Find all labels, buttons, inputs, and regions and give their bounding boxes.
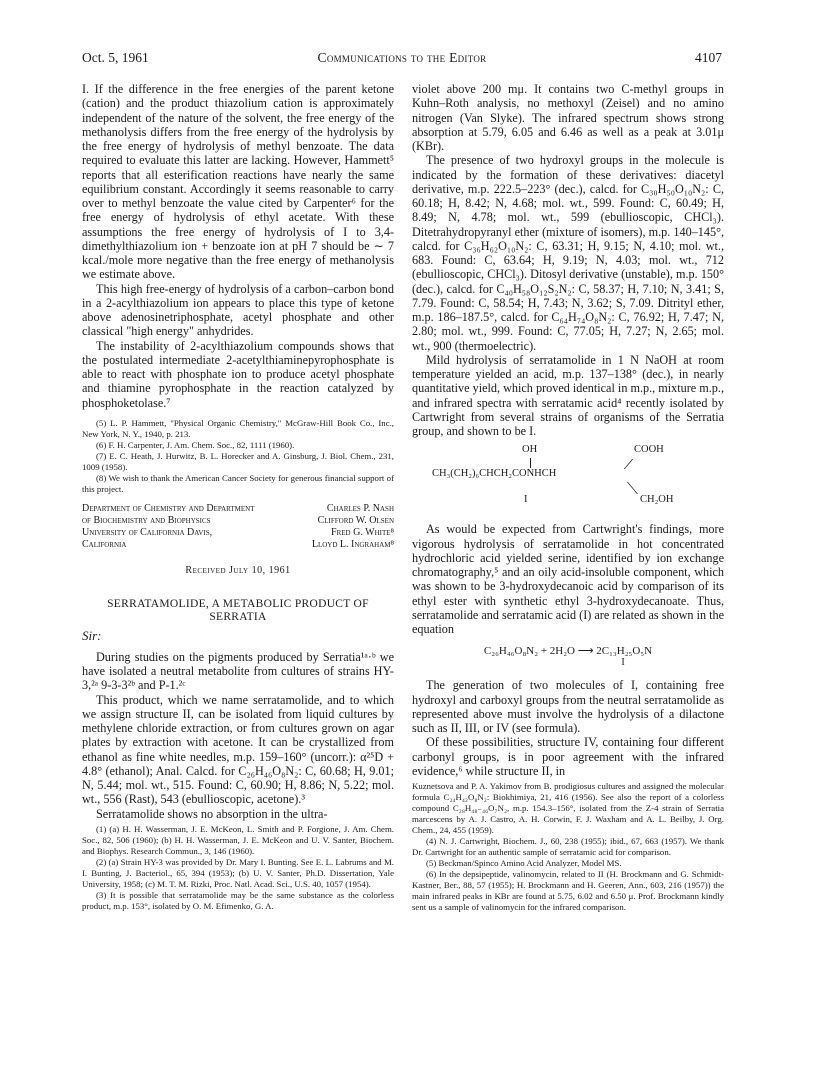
footnote: (1) (a) H. H. Wasserman, J. E. McKeon, L. Smith and P. Forgione, J. Am. Chem. Soc., 82, 506 (1960); (b) H. H. Wasserman, J. E. McKeon and U. V. Santer, Biochem. and Biophys. Research Commun., 3, 146 (1960). — [82, 823, 394, 856]
footnotes — [82, 824, 394, 912]
structure-ch2oh: CH₂OH — [640, 494, 674, 506]
footnote: Kuznetsova and P. A. Yakimov from B. prodigiosus cultures and assigned the molecular formula C₂₄H₄₂O₈N₂: Biokhimiya, 21, 416 (1956). See also the report of a colorless compound C₂₈H₄₈₋₄₆O₇N₂, m.p. 154.3–156°, isolated from the Z-4 strain of Serratia marcescens by A. J. Castro, A. H. Corwin, F. J. Waxham and A. L. Beilby, J. Org. Chem., 24, 455 (1959). — [412, 781, 724, 835]
paragraph: I. If the difference in the free energies of the parent ketone (cation) and the product thiazolium cation is approximately independent of the nature of the solvent, the free energy of the methanolysis differs from the free energy of the hydrolysis by the free energy of hydrolysis of methyl benzoate. The data required to evaluate this latter are lacking. However, Hammett⁵ reports that all esterification reactions have nearly the same equilibrium constant. Accordingly it seems reasonable to carry over to methyl benzoate the value cited by Carpenter⁶ for the free energy of hydrolysis of ethyl acetate. With these assumptions the free energy of hydrolysis of I to 3,4-dimethylthiazolium ion + benzoate ion at pH 7 should be ∼ 7 kcal./mole more negative than the free energy of methanolysis we estimate above. — [82, 82, 394, 282]
footnote: (5) L. P. Hammett, "Physical Organic Chemistry," McGraw-Hill Book Co., Inc., New York, N. Y., 1940, p. 213. — [82, 417, 394, 439]
structure-main-chain: CH₃(CH₂)₆CHCH₂CONHCH — [432, 468, 557, 480]
page-header — [82, 50, 722, 70]
equation-text: C₂₆H₄₆O₈N₂ + 2H₂O ⟶ 2C₁₃H₂₅O₅N — [483, 645, 653, 658]
chemical-structure-I — [412, 444, 724, 518]
footnote: (7) E. C. Heath, J. Hurwitz, B. L. Horecker and A. Ginsburg, J. Biol. Chem., 231, 1009 (1958). — [82, 450, 394, 472]
bond-line — [530, 458, 532, 468]
footnotes — [412, 781, 724, 913]
paragraph: During studies on the pigments produced by Serratia¹ᵃ·ᵇ we have isolated a neutral metabolite from cultures of strains HY-3,²ᵃ 9-3-3²ᵇ and P-1.²ᶜ — [82, 649, 394, 693]
header-page-number: 4107 — [695, 50, 722, 65]
author: Clifford W. Olsen — [317, 514, 394, 526]
paragraph: The generation of two molecules of I, containing free hydroxyl and carboxyl groups from the neutral serratamolide as represented above must involve the hydrolysis of a dilactone such as II, III, or IV (see formula). — [412, 678, 724, 735]
affiliation: Department of Chemistry and Department of Biochemistry and Biophysics University of California Davis, California — [82, 502, 255, 551]
right-column — [412, 82, 724, 913]
reaction-equation — [412, 644, 724, 668]
footnotes — [82, 418, 394, 495]
footnote: (5) Beckman/Spinco Amino Acid Analyzer, Model MS. — [426, 858, 622, 868]
structure-label: I — [524, 494, 528, 506]
footnote: (3) It is possible that serratamolide may be the same substance as the colorless product, m.p. 153°, isolated by O. M. Efimenko, G. A. — [82, 889, 394, 911]
paragraph: This high free-energy of hydrolysis of a carbon–carbon bond in a 2-acylthiazolium ion appears to place this type of ketone above adenosinetriphosphate, acetyl phosphate and other classical "high energy" anhydrides. — [82, 281, 394, 339]
paragraph: This product, which we name serratamolide, and to which we assign structure II, can be isolated from liquid cultures by methylene chloride extraction, or from cultures grown on agar plates by extraction with acetone. It can be crystallized from ethanol as fine white needles, m.p. 159–160° (uncorr.): α²⁵D + 4.8° (ethanol); Anal. Calcd. for C₂₆H₄₆O₈N₂: C, 60.68; H, 9.01; N, 5.44; mol. wt., 515. Found: C, 60.90; H, 8.86; N, 5.22; mol. wt., 556 (Rast), 543 (ebullioscopic, acetone).³ — [82, 692, 394, 807]
header-section: Communications to the Editor — [317, 50, 487, 65]
footnote: (2) (a) Strain HY-3 was provided by Dr. Mary I. Bunting. See E. L. Labrums and M. I. Bunting, J. Bacteriol., 65, 394 (1953); (b) U. V. Santer, Ph.D. Dissertation, Yale University, 1958; (c) M. T. M. Rizki, Proc. Natl. Acad. Sci., U.S. 40, 1057 (1954). — [82, 856, 394, 889]
paragraph: Of these possibilities, structure IV, containing four different carbonyl groups, is in poor agreement with the infrared evidence,⁶ while structure II, in — [412, 735, 724, 778]
bond-line — [627, 482, 639, 494]
footnote: (6) F. H. Carpenter, J. Am. Chem. Soc., 82, 1111 (1960). — [96, 439, 295, 450]
paragraph: Serratamolide shows no absorption in the ultra- — [96, 806, 328, 821]
article-title: SERRATAMOLIDE, A METABOLIC PRODUCT OF SERRATIA — [107, 597, 369, 623]
footnote: (8) We wish to thank the American Cancer Society for generous financial support of this project. — [82, 472, 394, 494]
author: Fred G. White⁸ — [331, 527, 394, 539]
salutation: Sir: — [82, 627, 102, 643]
left-column — [82, 82, 394, 912]
author: Charles P. Nash — [326, 502, 394, 514]
structure-cooh: COOH — [634, 444, 664, 456]
author-list — [312, 503, 394, 552]
bond-line — [624, 459, 643, 469]
author: Lloyd L. Ingraham⁸ — [311, 539, 394, 551]
received-date: Received July 10, 1961 — [185, 564, 291, 576]
paragraph: As would be expected from Cartwright's findings, more vigorous hydrolysis of serratamolide in hot concentrated hydrochloric acid yielded serine, identified by ion exchange chromatography,⁵ and an oily acid-insoluble component, which was shown to be 3-hydroxydecanoic acid by comparison of its ethyl ester with synthetic ethyl 3-hydroxydecanoate. Thus, serratamolide and serratamic acid (I) are related as shown in the equation — [412, 522, 724, 636]
footnote: (4) N. J. Cartwright, Biochem. J., 60, 238 (1955); ibid., 67, 663 (1957). We thank Dr. Cartwright for an authentic sample of serratamic acid for comparison. — [412, 836, 724, 857]
equation-label: I — [621, 657, 625, 669]
paragraph: The instability of 2-acylthiazolium compounds shows that the postulated intermediate 2-acetylthiaminepyrophosphate is able to react with phosphate ion to produce acetyl phosphate and thiamine pyrophosphate in the reaction catalyzed by phosphoketolase.⁷ — [82, 338, 394, 410]
header-date: Oct. 5, 1961 — [82, 50, 149, 65]
paragraph: violet above 200 mμ. It contains two C-methyl groups in Kuhn–Roth analysis, no methoxyl (Zeisel) and no amino nitrogen (Van Slyke). The infrared spectrum shows strong absorption at 5.79, 6.05 and 6.46 as well as a peak at 3.01μ (KBr). — [412, 82, 724, 153]
footnote: (6) In the depsipeptide, valinomycin, related to II (H. Brockmann and G. Schmidt-Kastner, Ber., 88, 57 (1955); H. Brockmann and H. Geeren, Ann., 603, 216 (1957)) the main infrared peaks in KBr are found at 5.75, 6.02 and 6.50 μ. Prof. Brockmann kindly sent us a sample of valinomycin for the infrared comparison. — [412, 869, 724, 912]
structure-oh: OH — [522, 444, 538, 456]
paragraph: The presence of two hydroxyl groups in the molecule is indicated by the formation of these derivatives: diacetyl derivative, m.p. 222.5–223° (dec.), calcd. for C₃₀H₅₀O₁₀N₂: C, 60.18; H, 8.42; N, 4.68; mol. wt., 599. Found: C, 60.49; H, 8.49; N, 4.78; mol. wt., 599 (ebullioscopic, CHCl₃). Ditetrahydropyranyl ether (mixture of isomers), m.p. 140–145°, calcd. for C₃₆H₆₂O₁₀N₂: C, 63.31; H, 9.15; N, 4.10; mol. wt., 683. Found: C, 63.64; H, 9.19; N, 4.03; mol. wt., 712 (ebullioscopic, CHCl₃). Ditosyl derivative (unstable), m.p. 150° (dec.), calcd. for C₄₀H₅₈O₁₂S₂N₂: C, 58.37; H, 7.10; N, 3.41; S, 7.79. Found: C, 58.54; H, 7.43; N, 3.62; S, 7.09. Ditrityl ether, m.p. 186–187.5°, calcd. for C₆₄H₇₄O₈N₂: C, 76.92; H, 7.47; N, 2.80; mol. wt., 999. Found: C, 77.05; H, 7.27; N, 2.65; mol. wt., 900 (thermoelectric). — [412, 153, 724, 353]
paragraph: Mild hydrolysis of serratamolide in 1 N NaOH at room temperature yielded an acid, m.p. 137–138° (dec.), in nearly quantitative yield, which proved identical in m.p., mixture m.p., and infrared spectra with serratamic acid⁴ recently isolated by Cartwright from several strains of organisms of the Serratia group, and shown to be I. — [412, 352, 724, 438]
affiliation-block — [82, 503, 394, 565]
